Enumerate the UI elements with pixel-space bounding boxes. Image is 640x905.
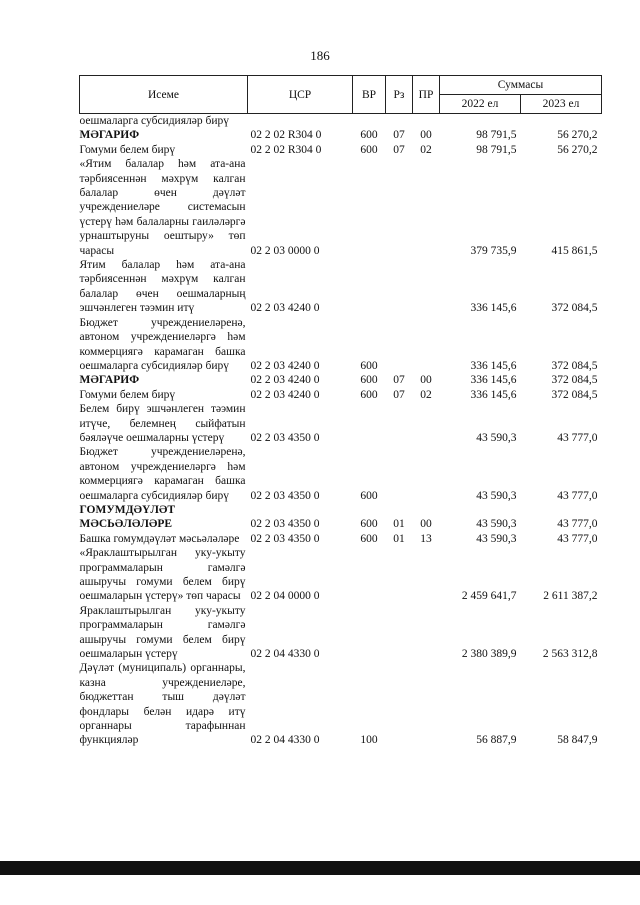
row-vr: 600 [360,489,378,502]
row-sum-2023 [521,114,602,129]
row-sum-2023: 43 777,0 [557,489,598,502]
row-rz [386,316,413,374]
row-pr: 02 [420,388,432,401]
row-rz: 01 [393,518,405,531]
row-pr [413,604,440,662]
row-vr [353,114,386,129]
row-pr [413,546,440,604]
page-number: 186 [310,48,330,63]
row-sum-2023: 43 777,0 [557,431,598,444]
row-sum-2022: 43 590,3 [476,532,517,545]
row-vr: 600 [360,388,378,401]
row-vr: 600 [360,532,378,545]
table-row [80,388,602,402]
row-rz [386,157,413,258]
row-name: ГОМУМДӘҮЛӘТ МӘСЬӘЛӘЛӘРЕ [79,503,176,531]
row-csr: 02 2 02 R304 0 [250,129,322,142]
table-row [80,157,602,258]
row-name: МӘГАРИФ [79,129,140,142]
row-name: Белем бирү эшчәнлеген тәэмин итүче, белемнең сыйфатын бәяләүче оешмаларны үстерү [79,403,246,444]
row-vr [353,402,386,445]
table-row [80,128,602,142]
row-csr: 02 2 04 4330 0 [250,648,320,661]
row-pr [413,316,440,374]
row-sum-2022: 336 145,6 [470,388,517,401]
row-csr: 02 2 03 4240 0 [250,388,320,401]
budget-table [79,75,602,748]
row-vr: 600 [360,143,378,156]
table-row [80,373,602,387]
row-name: Бюджет учреждениеләренә, автоном учреждениеләргә һәм коммерциягә карамаган башка оешмаларга субсидияләр бирү [79,446,246,502]
row-sum-2022: 336 145,6 [470,359,517,372]
row-sum-2023: 372 084,5 [551,374,598,387]
row-sum-2022: 43 590,3 [476,489,517,502]
row-vr: 600 [360,359,378,372]
row-sum-2022: 43 590,3 [476,518,517,531]
table-row [80,503,602,532]
row-pr [413,402,440,445]
row-pr: 00 [420,518,432,531]
row-vr: 600 [360,129,378,142]
row-name: Гомуми белем бирү [79,388,176,401]
row-rz [386,258,413,316]
row-pr: 13 [420,532,432,545]
row-vr [353,258,386,316]
row-sum-2023: 372 084,5 [551,359,598,372]
row-sum-2023: 56 270,2 [557,129,598,142]
row-rz [386,546,413,604]
row-vr [353,157,386,258]
row-sum-2022: 56 887,9 [476,734,517,747]
row-name: Башка гомумдәүләт мәсьәләләре [79,532,240,545]
header-name: Исеме [80,76,248,114]
row-name: Дәүләт (муниципаль) органнары, казна учреждениеләре, бюджеттан тыш дәүләт фондлары белән идарә итү органнары тарафыннан функцияләр [79,662,246,747]
row-sum-2023: 56 270,2 [557,143,598,156]
row-rz: 07 [393,388,405,401]
row-sum-2023: 372 084,5 [551,388,598,401]
row-sum-2023: 43 777,0 [557,532,598,545]
row-vr [353,604,386,662]
header-rz: Рз [386,76,413,114]
row-pr: 00 [420,374,432,387]
row-sum-2022: 98 791,5 [476,129,517,142]
header-sums: Суммасы [440,76,602,95]
row-rz [386,604,413,662]
table-row [80,258,602,316]
row-rz [386,114,413,129]
row-csr: 02 2 03 4240 0 [250,302,320,315]
row-pr: 02 [420,143,432,156]
row-vr: 100 [360,734,378,747]
header-vr: ВР [353,76,386,114]
row-sum-2023: 58 847,9 [557,734,598,747]
row-sum-2023: 43 777,0 [557,518,598,531]
row-name: Яраклаштырылган уку-укыту программаларын гамәлгә ашыручы гомуми белем бирү оешмаларын үстерү [79,604,246,661]
table-row [80,316,602,374]
row-csr: 02 2 03 4350 0 [250,532,320,545]
row-sum-2023: 2 611 387,2 [543,590,598,603]
row-vr [353,546,386,604]
table-body [80,114,602,748]
row-vr: 600 [360,374,378,387]
row-sum-2022: 336 145,6 [470,374,517,387]
row-sum-2022: 2 380 389,9 [461,648,517,661]
row-sum-2022: 98 791,5 [476,143,517,156]
row-sum-2022: 43 590,3 [476,431,517,444]
table-row [80,546,602,604]
row-pr [413,661,440,747]
table-row [80,661,602,747]
row-name: МӘГАРИФ [79,374,140,387]
row-sum-2023: 372 084,5 [551,302,598,315]
row-csr: 02 2 04 0000 0 [250,590,320,603]
row-rz: 07 [393,143,405,156]
row-csr: 02 2 03 4240 0 [250,359,320,372]
row-sum-2022 [440,114,521,129]
row-sum-2022: 379 735,9 [470,244,517,257]
row-rz [386,661,413,747]
row-name: «Ятим балалар һәм ата-ана тәрбиясеннән мәхрүм калган балалар өчен дәүләт учреждениеләре системасын үстерү һәм балаларны гаиләләргә урнаштыруны оештыру» төп чарасы [79,158,246,257]
table-row [80,114,602,129]
row-rz: 07 [393,374,405,387]
table-row [80,445,602,503]
row-rz: 01 [393,532,405,545]
row-csr: 02 2 03 0000 0 [250,244,320,257]
row-name: оешмаларга субсидияләр бирү [79,115,229,127]
table-row [80,604,602,662]
row-name: Бюджет учреждениеләренә, автоном учреждениеләргә һәм коммерциягә карамаган башка оешмаларга субсидияләр бирү [79,316,246,372]
header-year-2022: 2022 ел [440,95,521,114]
row-pr [413,445,440,503]
row-rz [386,402,413,445]
row-csr: 02 2 03 4240 0 [250,374,320,387]
row-sum-2022: 336 145,6 [470,302,517,315]
row-csr: 02 2 03 4350 0 [250,518,320,531]
row-csr [248,114,353,129]
row-csr: 02 2 03 4350 0 [250,489,320,502]
row-pr [413,114,440,129]
row-pr: 00 [420,129,432,142]
row-rz [386,445,413,503]
header-year-2023: 2023 ел [521,95,602,114]
row-sum-2023: 2 563 312,8 [542,648,598,661]
table-header [80,76,602,114]
header-csr: ЦСР [248,76,353,114]
row-csr: 02 2 04 4330 0 [250,734,320,747]
scan-border-bar [0,861,640,875]
table-row [80,532,602,546]
row-name: «Яраклаштырылган уку-укыту программаларын гамәлгә ашыручы гомуми белем бирү оешмаларын үстерү» төп чарасы [79,547,246,603]
row-csr: 02 2 03 4350 0 [250,431,320,444]
table-row [80,402,602,445]
row-rz: 07 [393,129,405,142]
row-vr: 600 [360,518,378,531]
row-name: Ятим балалар һәм ата-ана тәрбиясеннән мәхрүм калган балалар өчен оешмаларның эшчәнлеген тәэмин итү [79,259,246,315]
row-pr [413,157,440,258]
table-row [80,143,602,157]
row-sum-2023: 415 861,5 [551,244,598,257]
row-name: Гомуми белем бирү [79,143,176,156]
row-pr [413,258,440,316]
row-csr: 02 2 02 R304 0 [250,143,322,156]
row-sum-2022: 2 459 641,7 [461,590,517,603]
header-pr: ПР [413,76,440,114]
